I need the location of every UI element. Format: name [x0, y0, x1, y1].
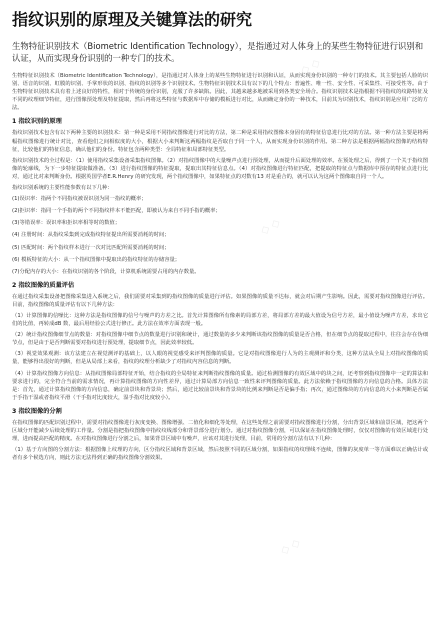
paragraph-6: （1）计算图像的信噪比：这种方法是指纹图像的信号与噪声的方差之比。首先计算图像所有像素的局部方差，将局部方差的最大值设为信号方差，最小值设为噪声方差，求出它们的比值，再转成dB 数，最后用经验公式进行修正。此方法在效率方面表现一般。 [12, 312, 428, 328]
paragraph-4: 指纹识别系统的主要性能参数有以下几种： [12, 185, 113, 192]
document-title: 指纹识别的原理及关键算法的研究 [12, 10, 253, 29]
paragraph-3: 指纹识别技术的全过程是：（1）使用指纹采集设备采集指纹图像。（2）对指纹图像中的大量噪声点进行预处理，从而提升后面处理的效率。在预处理之后，得到了一个关于指纹图像的轮廓线，为下一步特征提取做准备。（3）进行指纹图像的特征提取，提取出其特征信息点。（4）对指纹图像进行特征匹配，把提取的特征点与数据库中预存的特征点进行比对，通过比对来判断身份。根据英国学者E.R.Henry 的研究发现，两个指纹图像中，如果特征点的对数有13 对是重合的，就可以认为这两个图像取自同一个人。 [12, 157, 428, 180]
parameter-list [12, 195, 428, 276]
list-item: (3)等错误率：误识率和拒识率相等时的数值； [12, 220, 121, 227]
list-item: (4) 注册时间：从指纹采集到完成指纹特征提出所需要消耗的时间； [12, 232, 170, 239]
watermark: ◇ ◇ [318, 375, 343, 398]
section-heading-2: 2 指纹图像的质量评估 [12, 281, 75, 289]
paragraph-2: 指纹识别技术包含有以下两种主要的识别技术：第一种是采用不同指纹图像进行对比的方法，第二种是采用指纹图像本身固有的特征信息进行比对的方法。第一种方法主要是将两幅指纹图像进行统计对比，查看他们之间相似度的大小，根据大小来判断这两幅指纹是否取自于同一个人，从而实现身份识别的作用。第二种方法是根据两幅指纹图像的结构特征，比较他们的特征信息，确认他们的身份。特征包含两种类型：全局特征和局部特征类型。 [12, 130, 428, 153]
watermark: ◇ ◇ [298, 55, 323, 78]
watermark: ◇ ◇ [278, 535, 303, 558]
paragraph-9: （4）计算指纹图像方向信息：从指纹图像局部特征开始，结合指纹的全局特征来判断指纹图像的质量。通过检测图像的有效区域中的块之间，还考察到指纹图像中一定的算法和要求进行的，完全符合当前的需求情况，再计算指纹图像的方向性差异，通过计算局部方向信息一致性来评判图像的质量。此方法依赖于指纹图像的方向信息的合格。具体方法是：首先，通过计算指纹图像的方向信息，确定前景块和背景块；然后，通过比较前景块和背景块的比例来判断是否是偏手指；再次，通过图像块的方向信息的大小来判断是否属于手指干湿或者指纹平滑（干手指对比度较大，湿手指对比度较小）。 [12, 370, 428, 401]
list-item: (7)分配内存的大小：在指纹识别的各个阶段，计算机系统需要占用的内存数量。 [12, 268, 200, 275]
list-item: (2)拒识率：指同一个手指的两个不同指纹样本不能匹配，即被认为来自不同手指的概率； [12, 208, 221, 215]
paragraph-5: 在通过指纹采集设备把图像采集进入系统之后，我们需要对采集到的指纹图像的质量进行评估。如果图像的质量不达标，就会对后期产生影响。因此，需要对指纹图像进行评估。目前，指纹图像的质量评估有以下几种方法： [12, 293, 428, 308]
paragraph-7: （2）统计指纹图像细节点的数量：对指纹图像中细节点的数量进行识别和统计，通过数量的多少来判断该指纹图像的质量是否合格，但在细节点的提取过程中，往往会存在伪细节点，但是由于是否判断需要对指纹进行预处理，提取细节点，因此效率较低。 [12, 332, 428, 347]
list-item: (6) 模板特征的大小：从一个指纹图像中提取出的指纹特征的存储容量； [12, 256, 181, 263]
paragraph-11: （1）基于方向图的分割方法：根据图像上纹理的方向，区分指纹区域和背景区域，然后按照不同的区域分割，如果指纹的纹理线不连续，图像的灰度单一等方面难以正确估计或者有多个候选方向，则此方法无法得到正确的指纹图像分割效果。 [12, 447, 428, 462]
paragraph-10: 在指纹图像的匹配识别过程中，需要对指纹图像进行灰度变换、图像增强、二值化和细化等处理，在这些处理之前需要对指纹图像进行分割，分出背景区域和前景区域，把这两个区域分开能减少后续处理的工作量。分割是指把指纹图像中指纹纹线部分和背景部分进行划分。通过对指纹图像分割，可以保证在指纹图像处理时，仅仅对图像的有效区域进行处理，进而提高匹配的精度。在对指纹图像进行分割之后，如果背景区域中有噪声，应该对其进行处理，目前，常用的分割方法有以下几种： [12, 419, 428, 443]
list-item: (1)误识率：指两个不同指纹被误识别为同一指纹的概率； [12, 196, 147, 203]
section-heading-1: 1 指纹识别的原理 [12, 118, 62, 126]
intro-paragraph: 生物特征识别技术（Biometric Identification Technology），是指通过对人体身上的某些生物特征进行识别和认证，从而实现身份识别的一种专门的技术。 [12, 41, 424, 63]
paragraph-1: 生物特征识别技术（Biometric Identification Technology），是指通过对人体身上的某些生物特征进行识别和认证，从而实现身份识别的一种专门的技术。其主要包括人脸的识别、语音的识别、虹膜的识别、手掌形状的识别、指纹的识别等多个识别技术。生物特征识别技术具有以下的几个特点：普遍性、唯一性、安全性、可采集性、可接受性等。由于生物特征识别技术具有着上述良好的特性，相对于传统的身份识别，克服了许多缺陷。因此，其越来越多地被采用到各类安全场合。指纹识别技术是指根据不同指纹的纹路特征及不同的纹理细节特征，进行图像预处理及特征提取，然后再将这些特征与数据库中存储的模板进行对比，从而确定身份的一种技术，目前其为识别技术，指纹识别是应用广泛的方法。 [12, 73, 428, 112]
section-heading-3: 3 指纹图像的分割 [12, 407, 62, 415]
watermark: ◇ ◇ [258, 215, 283, 238]
paragraph-8: （3）视觉效果观测：该方法建立在视觉测评的基础上，以人眼的视觉感受来评判图像的质量。它是对指纹图像进行人为的主观测评和分类，这种方法从全局上对指纹图像的质量，能够得出很好的判断，但是从局部上来看，指纹的纹理分析缺少了对指纹内容信息的判断。 [12, 351, 428, 366]
list-item: (5) 匹配时间：两个指纹样本进行一次对比匹配所需要消耗的时间； [12, 244, 170, 251]
